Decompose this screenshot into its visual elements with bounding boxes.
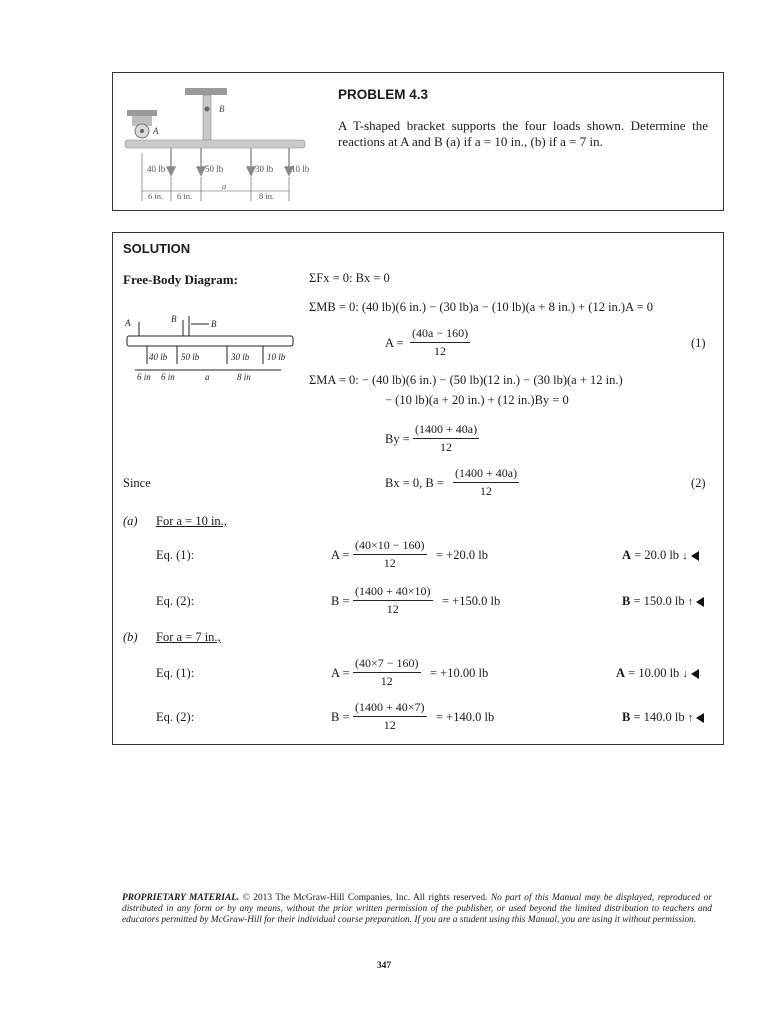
eq1-lhs: A =: [385, 336, 404, 350]
eq2-lhs: Bx = 0, B =: [385, 476, 444, 490]
answer-marker-icon: [691, 669, 699, 679]
part-b-eq2-lhs: B =: [331, 710, 350, 724]
label-a: A: [153, 126, 159, 136]
fbd-label: Free-Body Diagram:: [123, 272, 238, 287]
solution-heading: SOLUTION: [123, 241, 191, 256]
eq1-denominator: 12: [434, 344, 447, 358]
part-b-eq1-numerator: (40×7 − 160): [353, 656, 421, 673]
eq2-denominator: 12: [480, 484, 493, 498]
part-a-answer-2-value: = 150.0 lb: [633, 594, 685, 608]
by-lhs: By =: [385, 432, 410, 446]
eq1-numerator: (40a − 160): [410, 326, 470, 343]
eq2-numerator: (1400 + 40a): [453, 466, 519, 483]
copyright-text: © 2013 The McGraw-Hill Companies, Inc. All rights reserved.: [242, 893, 488, 903]
part-a-eq1-result: = +20.0 lb: [436, 548, 488, 562]
part-b-label: (b): [123, 630, 138, 644]
load-arrows: [167, 148, 293, 175]
sketch-dim-a: a: [205, 372, 210, 382]
part-b-answer-2-value: = 140.0 lb: [633, 710, 685, 724]
footer-notice: [122, 893, 712, 926]
part-b-eq1-lhs: A =: [331, 666, 350, 680]
answer-marker-icon: [691, 551, 699, 561]
label-b: B: [219, 104, 225, 114]
part-a-answer-2: [622, 594, 704, 609]
part-b-answer-1-symbol: A: [616, 666, 626, 680]
part-b-eq1-denominator: 12: [380, 674, 393, 688]
part-a-answer-1: [622, 548, 699, 563]
arrow-up-icon: ↑: [687, 712, 694, 724]
part-a-answer-1-symbol: A: [622, 548, 632, 562]
dim-label-8in: 8 in.: [259, 191, 275, 201]
part-a-eq2-numerator: (1400 + 40×10): [353, 584, 433, 601]
part-a-eq2-lhs: B =: [331, 594, 350, 608]
by-numerator: (1400 + 40a): [413, 422, 479, 439]
by-denominator: 12: [440, 440, 453, 454]
part-b-eq1-result: = +10.00 lb: [430, 666, 489, 680]
eq2-tag: (2): [691, 476, 706, 490]
part-a-eq1-label: Eq. (1):: [156, 548, 195, 562]
part-b-condition: For a = 7 in.,: [156, 630, 221, 644]
proprietary-label: PROPRIETARY MATERIAL.: [122, 893, 240, 903]
part-b-answer-2-symbol: B: [622, 710, 631, 724]
sketch-label-by: B: [211, 319, 217, 329]
by-fraction: [413, 422, 479, 455]
part-a-eq2-result: = +150.0 lb: [442, 594, 501, 608]
sketch-dim-6in-1: 6 in: [137, 372, 151, 382]
load-label-30: 30 lb: [255, 164, 274, 174]
eq-sum-fx: ΣFx = 0: Bx = 0: [309, 271, 390, 285]
eq-sum-ma-line2: − (10 lb)(a + 20 in.) + (12 in.)By = 0: [385, 393, 569, 407]
problem-box: [112, 72, 724, 211]
part-a-eq2-label: Eq. (2):: [156, 594, 195, 608]
sketch-load-30: 30 lb: [231, 352, 250, 362]
answer-marker-icon: [696, 713, 704, 723]
part-a-condition: For a = 10 in.,: [156, 514, 227, 528]
eq-sum-ma-line1: ΣMA = 0: − (40 lb)(6 in.) − (50 lb)(12 in.) − (30 lb)(a + 12 in.): [309, 373, 623, 387]
support-a-plate: [127, 110, 157, 116]
dim-label-6in-1: 6 in.: [148, 191, 164, 201]
sketch-label-a: A: [125, 318, 131, 328]
sketch-dim-6in-2: 6 in: [161, 372, 175, 382]
part-a-answer-2-symbol: B: [622, 594, 631, 608]
part-a-eq2-fraction: [353, 584, 433, 617]
dim-label-6in-2: 6 in.: [177, 191, 193, 201]
fbd-sketch: [121, 308, 306, 388]
bracket-figure: [123, 85, 313, 203]
part-b-answer-2: [622, 710, 704, 725]
eq2-fraction: [453, 466, 519, 499]
part-b-eq1-fraction: [353, 656, 421, 689]
sketch-load-10: 10 lb: [267, 352, 286, 362]
part-a-eq1-denominator: 12: [383, 556, 396, 570]
part-b-eq2-result: = +140.0 lb: [436, 710, 495, 724]
part-a-eq2-denominator: 12: [386, 602, 399, 616]
part-a-eq1-lhs: A =: [331, 548, 350, 562]
dim-label-a: a: [222, 181, 227, 191]
part-b-eq2-numerator: (1400 + 40×7): [353, 700, 427, 717]
since-label: Since: [123, 476, 151, 490]
load-label-50: 50 lb: [205, 164, 224, 174]
arrow-down-icon: ↓: [682, 550, 688, 562]
eq-sum-mb: ΣMB = 0: (40 lb)(6 in.) − (30 lb)a − (10 lb)(a + 8 in.) + (12 in.)A = 0: [309, 300, 653, 314]
part-a-answer-1-value: = 20.0 lb: [634, 548, 680, 562]
sketch-load-50: 50 lb: [181, 352, 200, 362]
pin-a: [140, 129, 144, 133]
part-a-eq1-fraction: [353, 538, 427, 571]
part-b-eq2-denominator: 12: [383, 718, 396, 732]
page-number: 347: [376, 961, 392, 971]
sketch-dim-8in: 8 in: [237, 372, 251, 382]
load-label-10: 10 lb: [291, 164, 310, 174]
solution-box: [112, 232, 724, 745]
problem-title: PROBLEM 4.3: [338, 87, 429, 102]
arrow-up-icon: ↑: [687, 596, 694, 608]
part-b-eq1-label: Eq. (1):: [156, 666, 195, 680]
part-b-eq2-fraction: [353, 700, 427, 733]
eq1-fraction: [410, 326, 470, 359]
sketch-load-40: 40 lb: [149, 352, 168, 362]
pin-b: [205, 107, 210, 112]
problem-statement: A T-shaped bracket supports the four loads shown. Determine the reactions at A and B (a) if a = 10 in., (b) if a = 7 in.: [338, 118, 708, 149]
bracket-stem: [203, 95, 211, 141]
part-b-eq2-label: Eq. (2):: [156, 710, 195, 724]
permission-notice: No part of this Manual may be displayed, reproduced or distributed in any form or by any means, without the prior written permission of the publisher, or used beyond the limited distribution to teachers and educators permitted by McGraw-Hill for their individual course preparation. If you are a student using this Manual, you are using it without permission.: [122, 893, 713, 925]
support-b-plate: [185, 88, 227, 95]
eq1-tag: (1): [691, 336, 706, 350]
part-a-label: (a): [123, 514, 138, 528]
arrow-down-icon: ↓: [682, 668, 688, 680]
part-b-answer-1-value: = 10.00 lb: [628, 666, 680, 680]
load-label-40: 40 lb: [147, 164, 166, 174]
answer-marker-icon: [696, 597, 704, 607]
part-b-answer-1: [616, 666, 699, 681]
part-a-eq1-numerator: (40×10 − 160): [353, 538, 427, 555]
sketch-label-bx: B: [171, 314, 177, 324]
bracket-bar: [125, 140, 305, 148]
